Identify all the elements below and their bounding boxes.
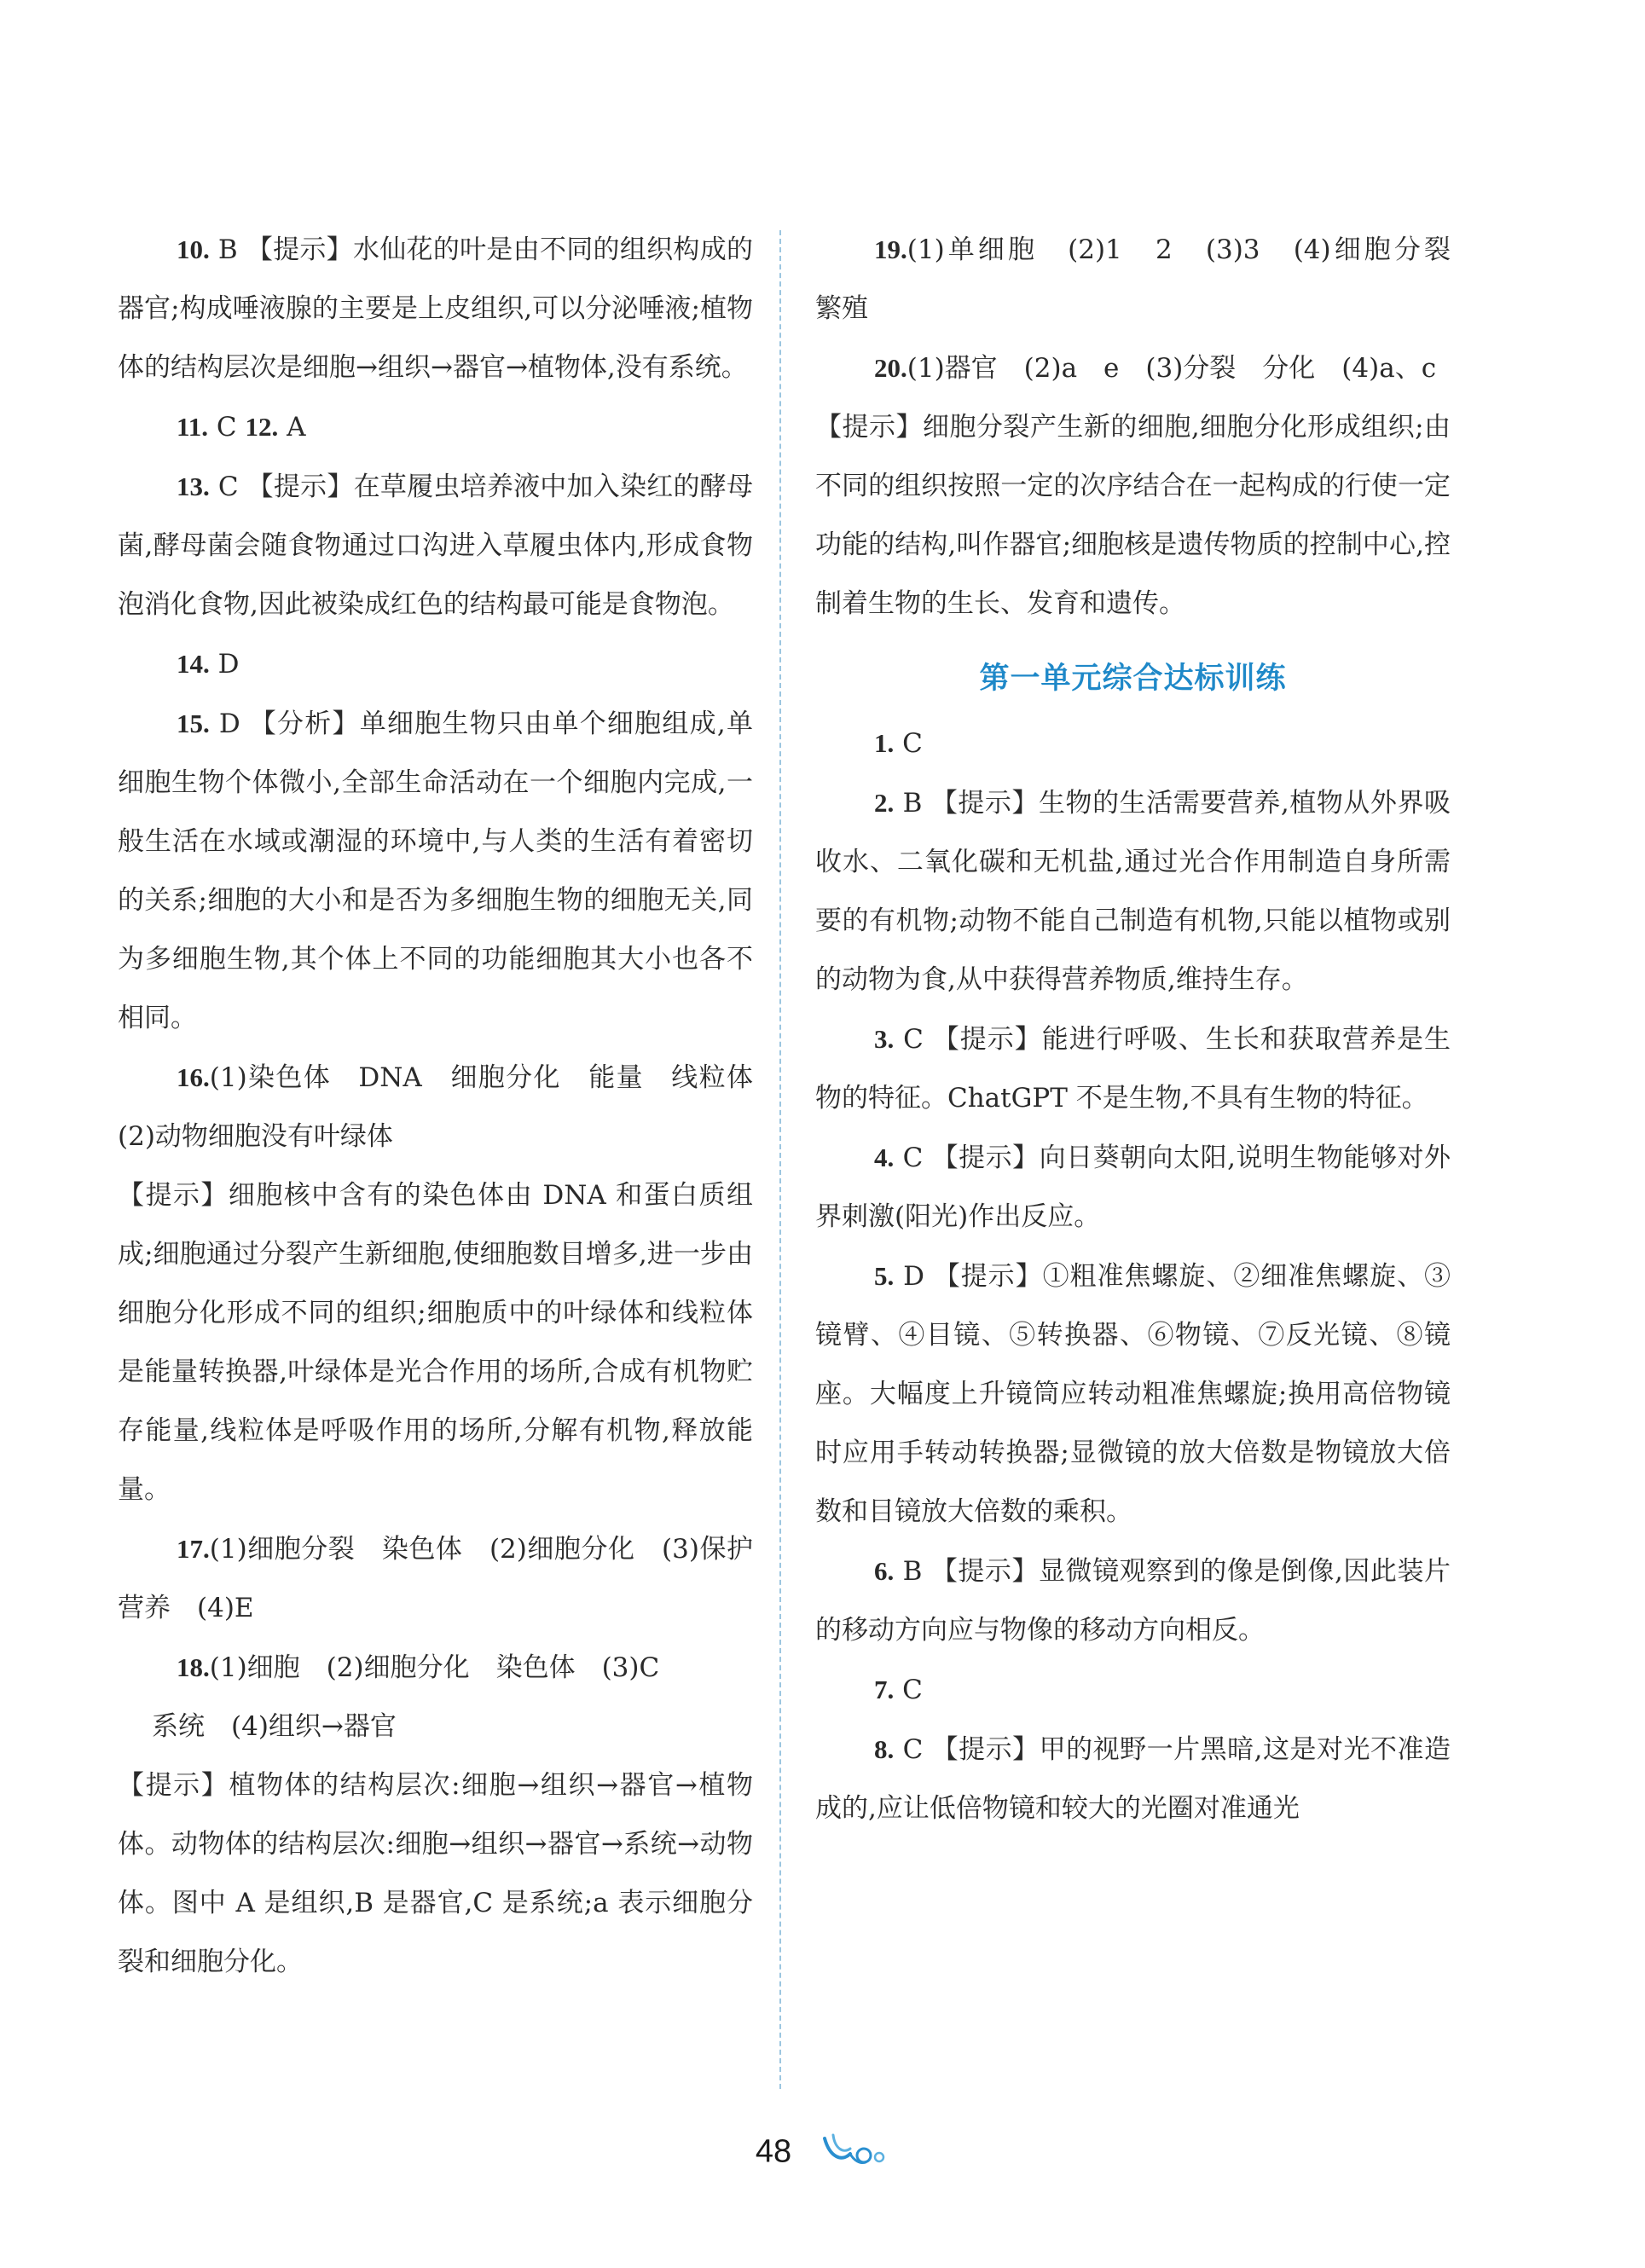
column-divider — [779, 230, 781, 2089]
swirl-ornament-icon — [821, 2132, 889, 2173]
unit-answer-4: 4. C 【提示】向日葵朝向太阳,说明生物能够对外界刺激(阳光)作出反应。 — [815, 1143, 1451, 1232]
answer-17: 17.(1)细胞分裂 染色体 (2)细胞分化 (3)保护 营养 (4)E — [118, 1534, 779, 1623]
page-footer — [0, 2132, 1645, 2173]
unit-answer-2: 2. B 【提示】生物的生活需要营养,植物从外界吸收水、二氧化碳和无机盐,通过光合作用制造自身所需要的有机物;动物不能自己制造有机物,只能以植物或别的动物为食,从中获得营养物质,维持生存。 — [815, 788, 1451, 995]
unit-answer-1: 1. C — [874, 728, 923, 759]
answer-11-12: 11. C 12. A — [177, 412, 306, 443]
unit-answer-5: 5. D 【提示】①粗准焦螺旋、②细准焦螺旋、③镜臂、④目镜、⑤转换器、⑥物镜、⑦反光镜、⑧镜座。大幅度上升镜筒应转动粗准焦螺旋;换用高倍物镜时应用手转动转换器;显微镜的放大倍数是物镜放大倍数和目镜放大倍数的乘积。 — [815, 1261, 1451, 1527]
answer-20-hint: 【提示】细胞分裂产生新的细胞,细胞分化形成组织;由不同的组织按照一定的次序结合在一起构成的行使一定功能的结构,叫作器官;细胞核是遗传物质的控制中心,控制着生物的生长、发育和遗传。 — [815, 412, 1451, 619]
unit-answer-8: 8. C 【提示】甲的视野一片黑暗,这是对光不准造成的,应让低倍物镜和较大的光圈对准通光 — [815, 1734, 1451, 1824]
answer-18-cont: 系统 (4)组织→器官 — [152, 1711, 397, 1742]
unit-answer-6: 6. B 【提示】显微镜观察到的像是倒像,因此装片的移动方向应与物像的移动方向相反。 — [815, 1556, 1451, 1646]
left-column — [118, 220, 779, 1992]
section-title: 第一单元综合达标训练 — [979, 661, 1287, 696]
unit-answer-7: 7. C — [874, 1675, 923, 1705]
answer-18: 18.(1)细胞 (2)细胞分化 染色体 (3)C — [177, 1652, 660, 1683]
answer-20: 20.(1)器官 (2)a e (3)分裂 分化 (4)a、c — [874, 353, 1437, 384]
answer-16-hint: 【提示】细胞核中含有的染色体由 DNA 和蛋白质组成;细胞通过分裂产生新细胞,使细胞数目增多,进一步由细胞分化形成不同的组织;细胞质中的叶绿体和线粒体是能量转换器,叶绿体是光合作用的场所,合成有机物贮存能量,线粒体是呼吸作用的场所,分解有机物,释放能量。 — [118, 1180, 753, 1505]
page-number: 48 — [755, 2133, 792, 2170]
answer-13: 13. C 【提示】在草履虫培养液中加入染红的酵母菌,酵母菌会随食物通过口沟进入草履虫体内,形成食物泡消化食物,因此被染成红色的结构最可能是食物泡。 — [118, 472, 753, 620]
answer-19: 19.(1)单细胞 (2)1 2 (3)3 (4)细胞分裂 繁殖 — [815, 234, 1477, 324]
answer-15: 15. D 【分析】单细胞生物只由单个细胞组成,单细胞生物个体微小,全部生命活动在一个细胞内完成,一般生活在水域或潮湿的环境中,与人类的生活有着密切的关系;细胞的大小和是否为多细胞生物的细胞无关,同为多细胞生物,其个体上不同的功能细胞其大小也各不相同。 — [118, 709, 753, 1033]
answer-16: 16.(1)染色体 DNA 细胞分化 能量 线粒体 (2)动物细胞没有叶绿体 — [118, 1062, 779, 1152]
answer-10: 10. B 【提示】水仙花的叶是由不同的组织构成的器官;构成唾液腺的主要是上皮组织,可以分泌唾液;植物体的结构层次是细胞→组织→器官→植物体,没有系统。 — [118, 234, 753, 383]
answer-14: 14. D — [177, 649, 240, 680]
answer-18-hint: 【提示】植物体的结构层次:细胞→组织→器官→植物体。动物体的结构层次:细胞→组织→器官→系统→动物体。图中 A 是组织,B 是器官,C 是系统;a 表示细胞分裂和细胞分化。 — [118, 1770, 753, 1977]
right-column — [815, 220, 1477, 1838]
unit-answer-3: 3. C 【提示】能进行呼吸、生长和获取营养是生物的特征。ChatGPT 不是生物,不具有生物的特征。 — [815, 1024, 1451, 1114]
